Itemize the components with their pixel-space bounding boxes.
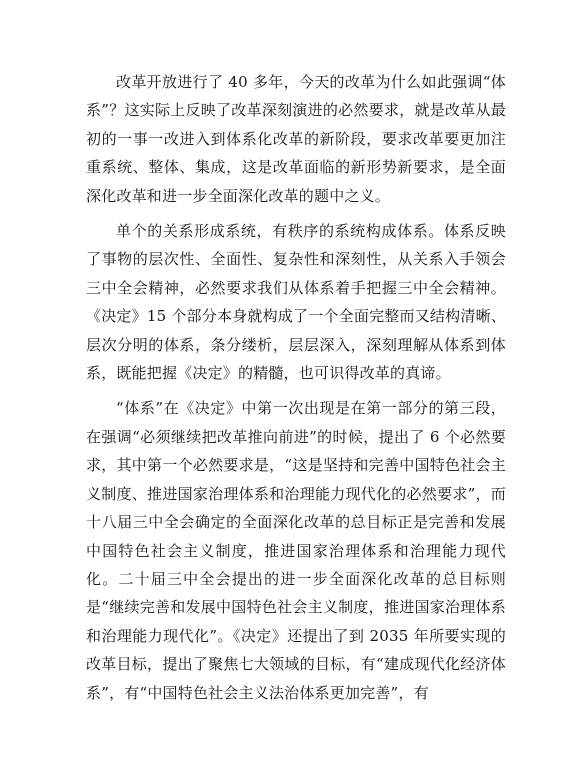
body-text	[86, 68, 506, 714]
paragraph-1: 改革开放进行了 40 多年，今天的改革为什么如此强调“体系”？这实际上反映了改革深刻演进的必然要求，就是改革从最初的一事一改进入到体系化改革的新阶段，要求改革要更加注重系统、整体、集成，这是改革面临的新形势新要求，是全面深化改革和进一步全面深化改革的题中之义。	[86, 73, 506, 205]
paragraph-2: 单个的关系形成系统，有秩序的系统构成体系。体系反映了事物的层次性、全面性、复杂性和深刻性，从关系入手领会三中全会精神，必然要求我们从体系着手把握三中全会精神。《决定》15 个部分本身就构成了一个全面完整而又结构清晰、层次分明的体系，条分缕析，层层深入，深刻理解从体系到体系，既能把握《决定》的精髓，也可识得改革的真谛。	[86, 222, 506, 383]
paragraph-3: “体系”在《决定》中第一次出现是在第一部分的第三段，在强调“必须继续把改革推向前进”的时候，提出了 6 个必然要求，其中第一个必然要求是，“这是坚持和完善中国特色社会主义制度、推进国家治理体系和治理能力现代化的必然要求”，而十八届三中全会确定的全面深化改革的总目标正是完善和发展中国特色社会主义制度，推进国家治理体系和治理能力现代化。二十届三中全会提出的进一步全面深化改革的总目标则是“继续完善和发展中国特色社会主义制度，推进国家治理体系和治理能力现代化”。《决定》还提出了到 2035 年所要实现的改革目标，提出了聚焦七大领域的目标，有“建成现代化经济体系”，有“中国特色社会主义法治体系更加完善”，有	[86, 399, 506, 702]
